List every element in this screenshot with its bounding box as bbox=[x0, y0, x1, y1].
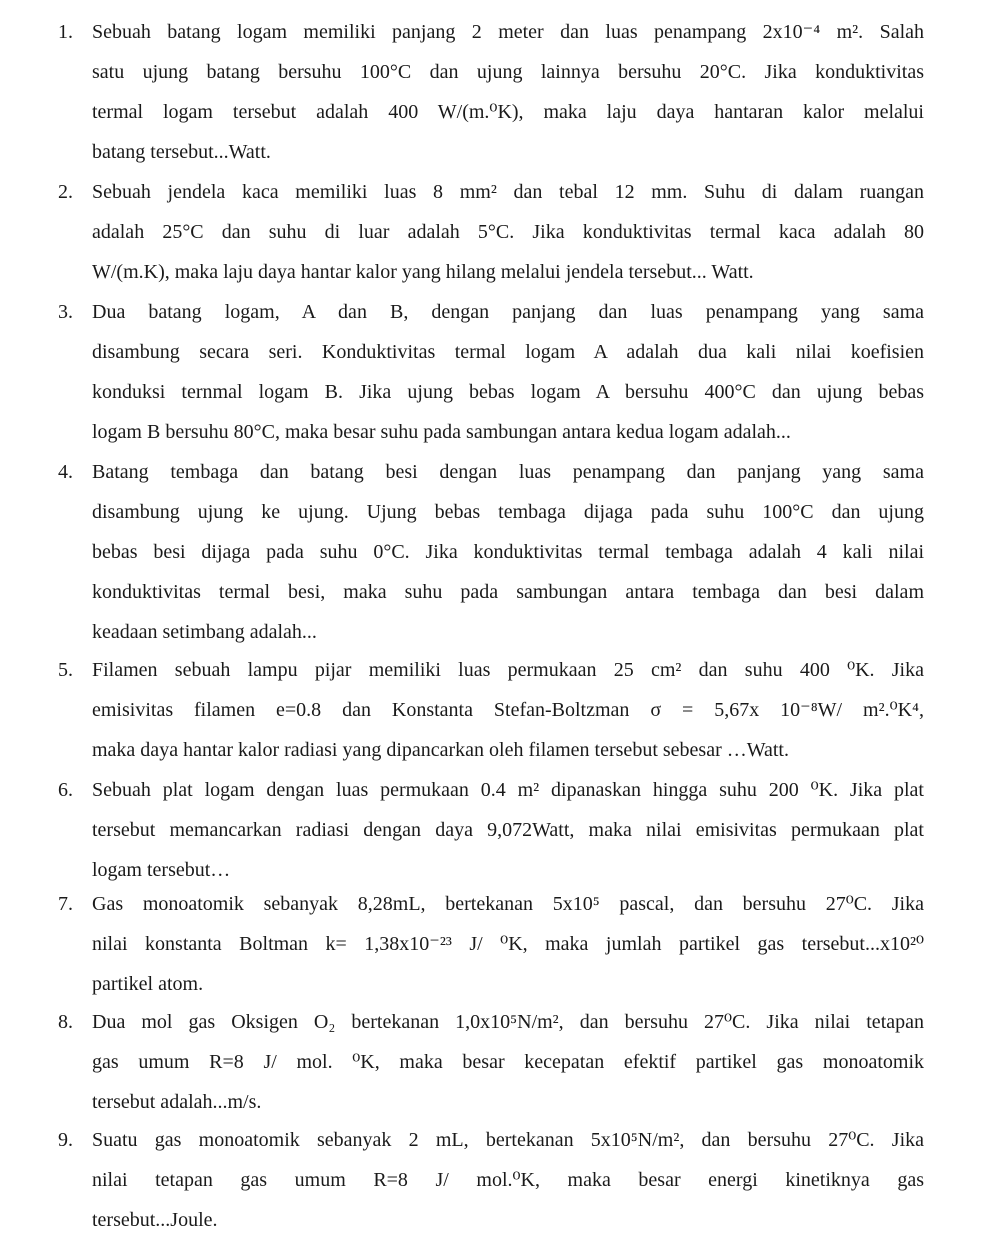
question-text-line: nilai konstanta Boltman k= 1,38x10⁻²³ J/ ⁰K, maka jumlah partikel gas tersebut...x10²⁰ bbox=[92, 933, 924, 955]
question-text-line: Dua mol gas Oksigen O₂ bertekanan 1,0x10⁵N/m², dan bersuhu 27⁰C. Jika nilai tetapan bbox=[92, 1011, 924, 1033]
question-text-line: adalah 25°C dan suhu di luar adalah 5°C. Jika konduktivitas termal kaca adalah 80 bbox=[92, 221, 924, 243]
question-text-line: emisivitas filamen e=0.8 dan Konstanta Stefan-Boltzman σ = 5,67x 10⁻⁸W/ m².⁰K⁴, bbox=[92, 699, 924, 721]
question-number: 7. bbox=[58, 893, 73, 915]
question-text-line: konduktivitas termal besi, maka suhu pada sambungan antara tembaga dan besi dalam bbox=[92, 581, 924, 603]
question-text-line: maka daya hantar kalor radiasi yang dipancarkan oleh filamen tersebut sebesar …Watt. bbox=[92, 739, 789, 761]
question-text-line: termal logam tersebut adalah 400 W/(m.⁰K), maka laju daya hantaran kalor melalui bbox=[92, 101, 924, 123]
question-text-line: partikel atom. bbox=[92, 973, 204, 995]
question-text-line: Suatu gas monoatomik sebanyak 2 mL, bertekanan 5x10⁵N/m², dan bersuhu 27⁰C. Jika bbox=[92, 1129, 924, 1151]
question-number: 4. bbox=[58, 461, 73, 483]
question-text-line: tersebut memancarkan radiasi dengan daya 9,072Watt, maka nilai emisivitas permukaan plat bbox=[92, 819, 924, 841]
question-text-line: disambung secara seri. Konduktivitas termal logam A adalah dua kali nilai koefisien bbox=[92, 341, 924, 363]
question-text-line: Filamen sebuah lampu pijar memiliki luas permukaan 25 cm² dan suhu 400 ⁰K. Jika bbox=[92, 659, 924, 681]
question-text-line: Gas monoatomik sebanyak 8,28mL, bertekanan 5x10⁵ pascal, dan bersuhu 27⁰C. Jika bbox=[92, 893, 924, 915]
question-number: 6. bbox=[58, 779, 73, 801]
question-text-line: Batang tembaga dan batang besi dengan luas penampang dan panjang yang sama bbox=[92, 461, 924, 483]
question-text-line: tersebut adalah...m/s. bbox=[92, 1091, 262, 1113]
question-text-line: batang tersebut...Watt. bbox=[92, 141, 271, 163]
question-text-line: disambung ujung ke ujung. Ujung bebas tembaga dijaga pada suhu 100°C dan ujung bbox=[92, 501, 924, 523]
question-number: 1. bbox=[58, 21, 73, 43]
question-text-line: W/(m.K), maka laju daya hantar kalor yang hilang melalui jendela tersebut... Watt. bbox=[92, 261, 754, 283]
question-number: 3. bbox=[58, 301, 73, 323]
question-number: 8. bbox=[58, 1011, 73, 1033]
question-text-line: Dua batang logam, A dan B, dengan panjang dan luas penampang yang sama bbox=[92, 301, 924, 323]
question-text-line: keadaan setimbang adalah... bbox=[92, 621, 317, 643]
question-text-line: satu ujung batang bersuhu 100°C dan ujung lainnya bersuhu 20°C. Jika konduktivitas bbox=[92, 61, 924, 83]
question-text-line: gas umum R=8 J/ mol. ⁰K, maka besar kecepatan efektif partikel gas monoatomik bbox=[92, 1051, 924, 1073]
question-number: 5. bbox=[58, 659, 73, 681]
question-text-line: Sebuah batang logam memiliki panjang 2 meter dan luas penampang 2x10⁻⁴ m². Salah bbox=[92, 21, 924, 43]
question-number: 9. bbox=[58, 1129, 73, 1151]
question-text-line: logam tersebut… bbox=[92, 859, 231, 881]
question-text-line: bebas besi dijaga pada suhu 0°C. Jika konduktivitas termal tembaga adalah 4 kali nilai bbox=[92, 541, 924, 563]
question-number: 2. bbox=[58, 181, 73, 203]
question-text-line: tersebut...Joule. bbox=[92, 1209, 218, 1231]
question-text-line: nilai tetapan gas umum R=8 J/ mol.⁰K, maka besar energi kinetiknya gas bbox=[92, 1169, 924, 1191]
question-text-line: logam B bersuhu 80°C, maka besar suhu pada sambungan antara kedua logam adalah... bbox=[92, 421, 791, 443]
question-text-line: Sebuah plat logam dengan luas permukaan 0.4 m² dipanaskan hingga suhu 200 ⁰K. Jika plat bbox=[92, 779, 924, 801]
question-text-line: Sebuah jendela kaca memiliki luas 8 mm² dan tebal 12 mm. Suhu di dalam ruangan bbox=[92, 181, 924, 203]
question-text-line: konduksi ternmal logam B. Jika ujung bebas logam A bersuhu 400°C dan ujung bebas bbox=[92, 381, 924, 403]
